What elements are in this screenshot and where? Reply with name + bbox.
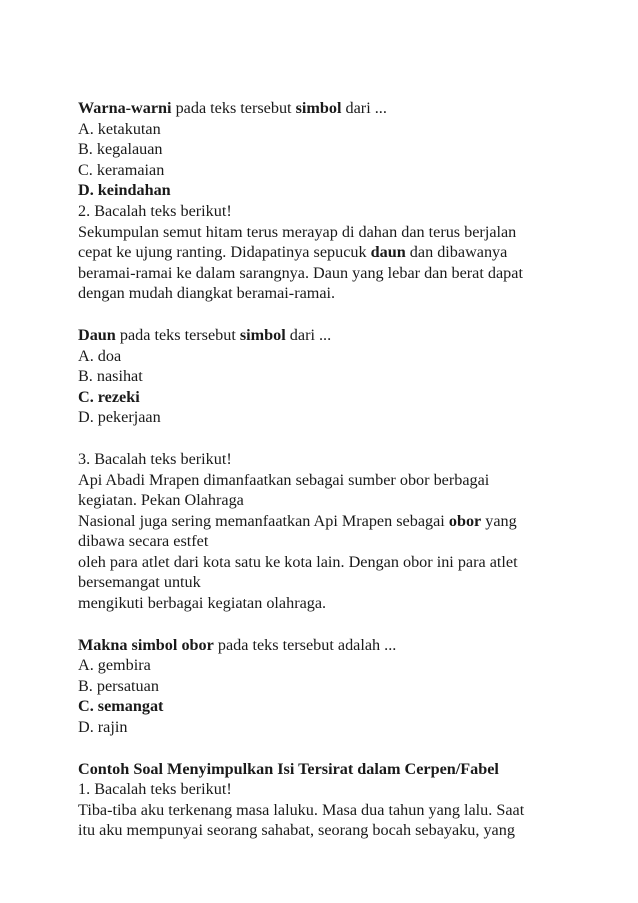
q2-text-line: dengan mudah diangkat beramai-ramai.	[78, 284, 336, 303]
q1-term: Warna-warni	[78, 99, 172, 117]
q3-option-a: A. gembira	[78, 656, 151, 675]
q2-answer: C. rezeki	[78, 387, 140, 406]
q2-text-line: Sekumpulan semut hitam terus merayap di dahan dan terus berjalan	[78, 222, 517, 241]
section-text-line: itu aku mempunyai seorang sahabat, seorang bocah sebayaku, yang	[78, 821, 515, 840]
q1-answer: D. keindahan	[78, 181, 171, 200]
q3-option-d: D. rajin	[78, 718, 128, 737]
q3-text-line: oleh para atlet dari kota satu ke kota lain. Dengan obor ini para atlet	[78, 552, 518, 571]
q3-question: Makna simbol obor pada teks tersebut adalah ...	[78, 635, 397, 654]
q3-text-line: dibawa secara estfet	[78, 532, 209, 551]
q3-text-line: Nasional juga sering memanfaatkan Api Mrapen sebagai obor yang	[78, 511, 517, 530]
q2-text-line: beramai-ramai ke dalam sarangnya. Daun yang lebar dan berat dapat	[78, 263, 523, 282]
q1-option-a: A. ketakutan	[78, 119, 161, 138]
q1-option-b: B. kegalauan	[78, 140, 163, 159]
q2-question: Daun pada teks tersebut simbol dari ...	[78, 325, 332, 344]
q2-option-a: A. doa	[78, 346, 122, 365]
q3-option-b: B. persatuan	[78, 676, 159, 695]
q3-prompt: 3. Bacalah teks berikut!	[78, 449, 232, 468]
q2-prompt: 2. Bacalah teks berikut!	[78, 201, 232, 220]
section-text-line: Tiba-tiba aku terkenang masa laluku. Masa dua tahun yang lalu. Saat	[78, 800, 525, 819]
document-content	[78, 98, 558, 841]
q2-text-line: cepat ke ujung ranting. Didapatinya sepucuk daun dan dibawanya	[78, 243, 508, 262]
q1-symbol-word: simbol	[295, 99, 342, 117]
q2-option-b: B. nasihat	[78, 367, 143, 386]
q1-option-c: C. keramaian	[78, 160, 165, 179]
q3-answer: C. semangat	[78, 697, 164, 716]
section-heading: Contoh Soal Menyimpulkan Isi Tersirat dalam Cerpen/Fabel	[78, 759, 499, 778]
section-prompt: 1. Bacalah teks berikut!	[78, 780, 232, 799]
q1-question: Warna-warni pada teks tersebut simbol dari ...	[78, 99, 387, 117]
q2-option-d: D. pekerjaan	[78, 408, 161, 427]
q3-text-line: bersemangat untuk	[78, 573, 201, 592]
q3-text-line: kegiatan. Pekan Olahraga	[78, 491, 244, 510]
q3-text-line: Api Abadi Mrapen dimanfaatkan sebagai sumber obor berbagai	[78, 470, 490, 489]
q3-text-line: mengikuti berbagai kegiatan olahraga.	[78, 594, 327, 613]
